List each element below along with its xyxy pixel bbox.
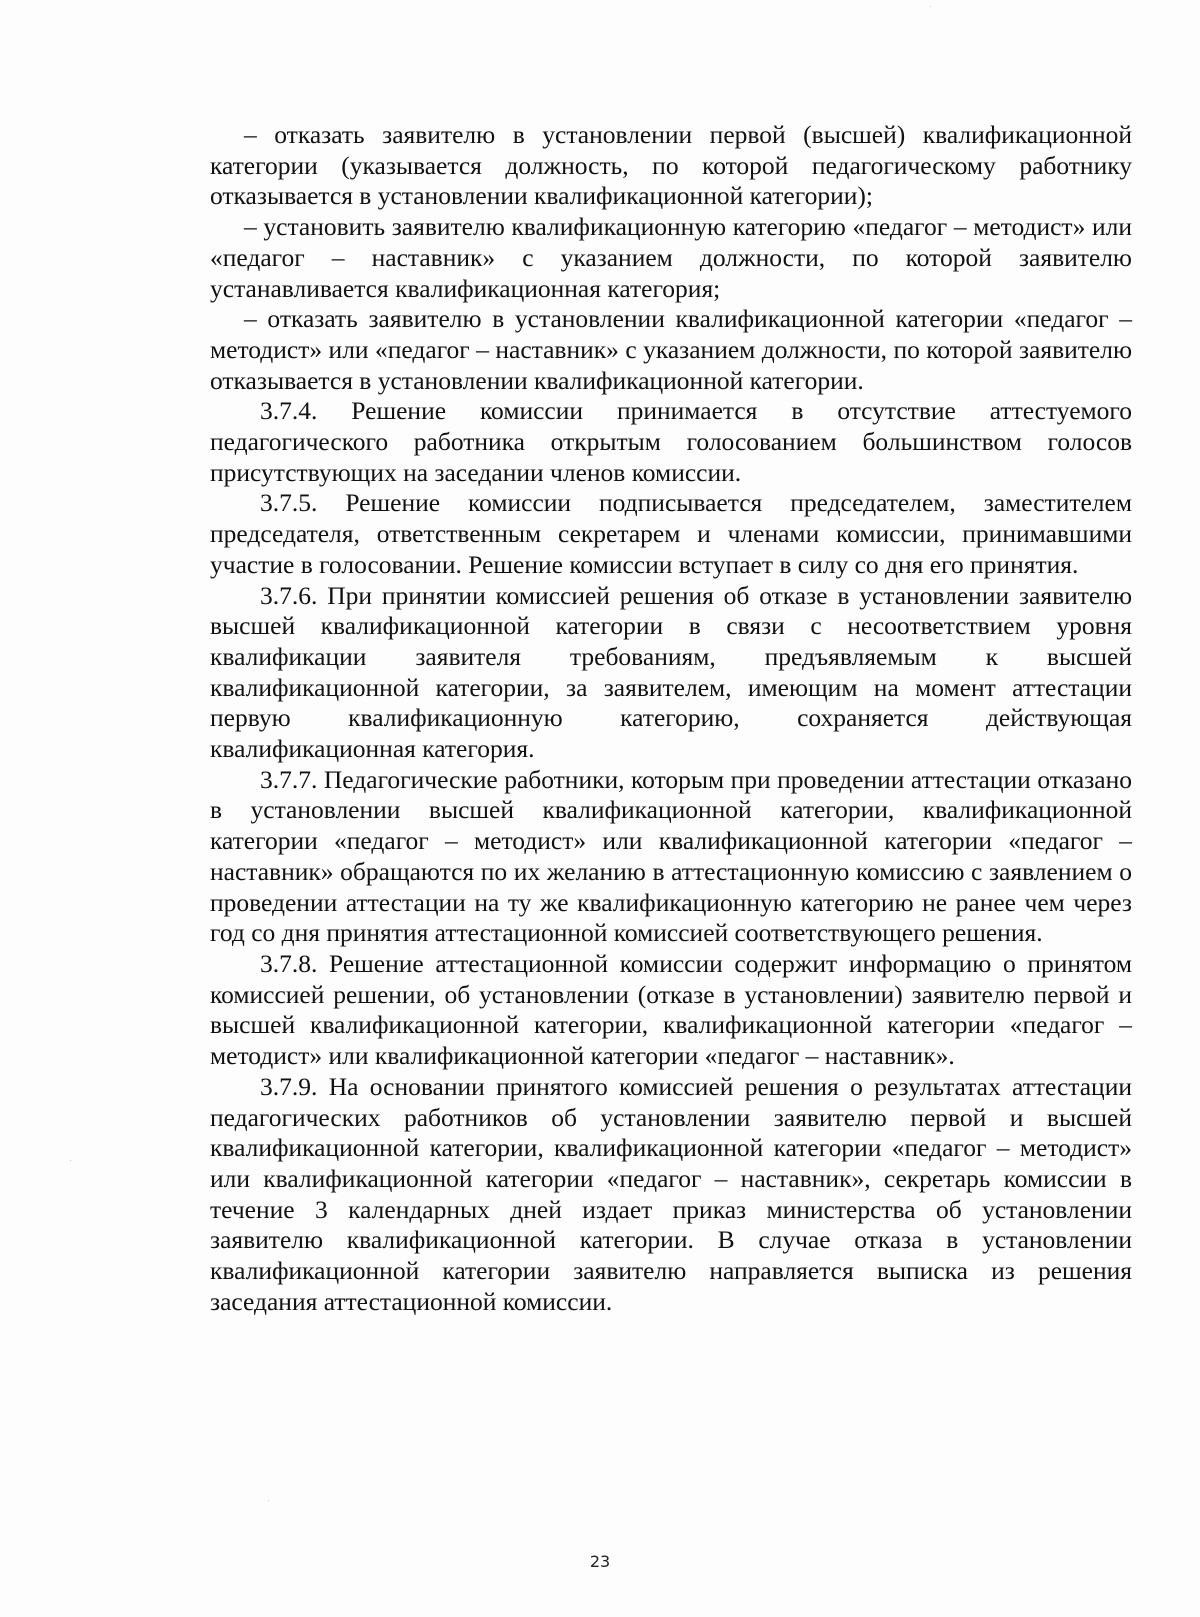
document-body — [210, 120, 1132, 1317]
paragraph-3-7-8: 3.7.8. Решение аттестационной комиссии содержит информацию о принятом комиссией решении, об установлении (отказе в установлении) заявителю первой и высшей квалификационной категории, квалификационной категории «педагог – методист» или квалификационной категории «педагог – наставник». — [210, 948, 1132, 1071]
page-number: 23 — [589, 1552, 611, 1571]
scan-speck — [70, 1160, 71, 1161]
list-item-refuse-methodist-mentor: – отказать заявителю в установлении квалификационной категории «педагог – методист» или «педагог – наставник» с указанием должности, по которой заявителю отказывается в установлении квалификационной категории. — [210, 304, 1132, 395]
paragraph-3-7-4: 3.7.4. Решение комиссии принимается в отсутствие аттестуемого педагогического работника открытым голосованием большинством голосов присутствующих на заседании членов комиссии. — [210, 396, 1132, 487]
paragraph-3-7-6: 3.7.6. При принятии комиссией решения об отказе в установлении заявителю высшей квалификационной категории в связи с несоответствием уровня квалификации заявителя требованиям, предъявляемым к высшей квалификационной категории, за заявителем, имеющим на момент аттестации первую квалификационную категорию, сохраняется действующая квалификационная категория. — [210, 580, 1132, 764]
list-item-refuse-first-higher: – отказать заявителю в установлении первой (высшей) квалификационной категории (указывается должность, по которой педагогическому работнику отказывается в установлении квалификационной категории); — [210, 120, 1132, 211]
scan-speck — [268, 1500, 269, 1501]
paragraph-3-7-5: 3.7.5. Решение комиссии подписывается председателем, заместителем председателя, ответственным секретарем и членами комиссии, принимавшими участие в голосовании. Решение комиссии вступает в силу со дня его принятия. — [210, 488, 1132, 579]
list-item-establish-methodist-mentor: – установить заявителю квалификационную категорию «педагог – методист» или «педагог – наставник» с указанием должности, по которой заявителю устанавливается квалификационная категория; — [210, 212, 1132, 303]
paragraph-3-7-7: 3.7.7. Педагогические работники, которым при проведении аттестации отказано в установлении высшей квалификационной категории, квалификационной категории «педагог – методист» или квалификационной категории «педагог – наставник» обращаются по их желанию в аттестационную комиссию с заявлением о проведении аттестации на ту же квалификационную категорию не ранее чем через год со дня принятия аттестационной комиссией соответствующего решения. — [210, 764, 1132, 948]
paragraph-3-7-9: 3.7.9. На основании принятого комиссией решения о результатах аттестации педагогических работников об установлении заявителю первой и высшей квалификационной категории, квалификационной категории «педагог – методист» или квалификационной категории «педагог – наставник», секретарь комиссии в течение 3 календарных дней издает приказ министерства об установлении заявителю квалификационной категории. В случае отказа в установлении квалификационной категории заявителю направляется выписка из решения заседания аттестационной комиссии. — [210, 1071, 1132, 1316]
scan-speck — [930, 6, 931, 7]
